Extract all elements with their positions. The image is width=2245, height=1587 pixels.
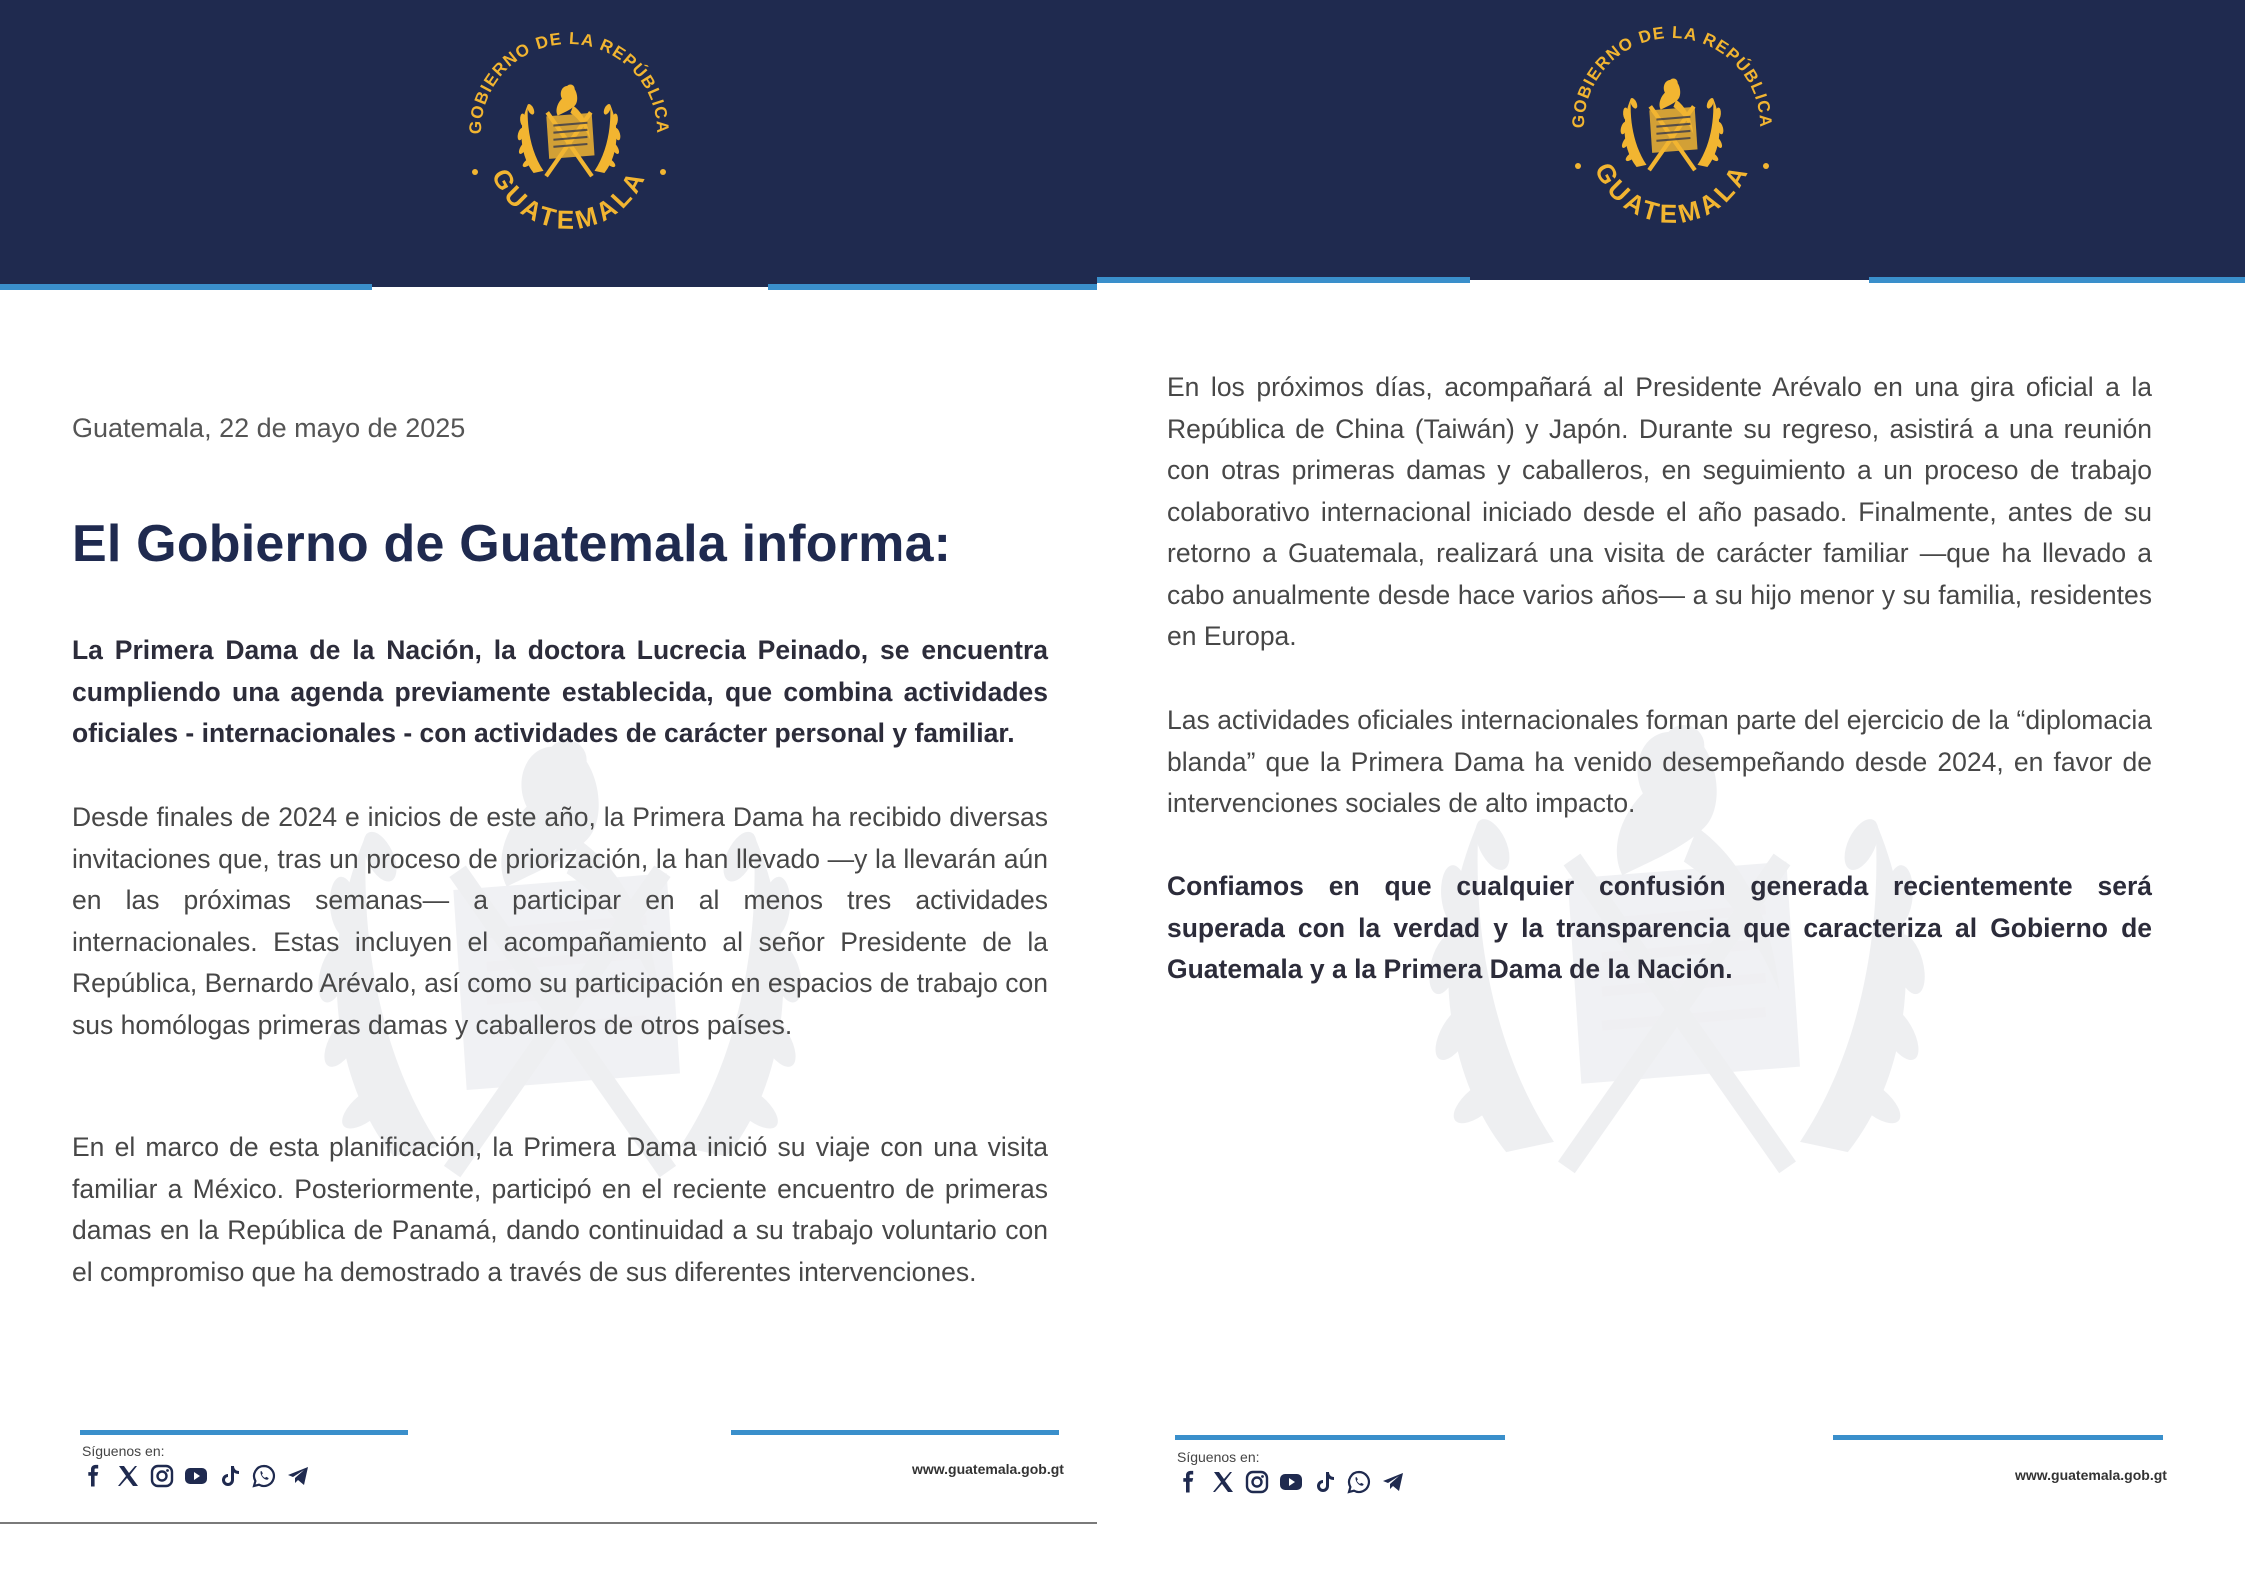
svg-text:GUATEMALA: [1589, 158, 1755, 229]
svg-text:GUATEMALA: [486, 164, 652, 235]
youtube-icon[interactable]: [1279, 1470, 1303, 1494]
seal-bottom-text: GUATEMALA: [1588, 157, 1756, 229]
whatsapp-icon[interactable]: [1347, 1470, 1371, 1494]
document-heading: El Gobierno de Guatemala informa:: [72, 515, 952, 573]
youtube-icon[interactable]: [184, 1464, 208, 1488]
footer-line-right: [1833, 1435, 2163, 1440]
seal-top-text: GOBIERNO DE LA REPÚBLICA: [1568, 22, 1776, 129]
website-url[interactable]: www.guatemala.gob.gt: [2015, 1467, 2167, 1483]
seal-top-text: GOBIERNO DE LA REPÚBLICA: [465, 28, 673, 135]
header-accent-line-right: [1869, 277, 2245, 283]
tiktok-icon[interactable]: [218, 1464, 242, 1488]
document-page-2: [1097, 0, 2245, 1522]
facebook-icon[interactable]: [82, 1464, 106, 1488]
x-icon[interactable]: [116, 1464, 140, 1488]
footer-line-left: [1175, 1435, 1505, 1440]
instagram-icon[interactable]: [150, 1464, 174, 1488]
header-accent-line-left: [0, 284, 372, 290]
paragraph-planning: En el marco de esta planificación, la Primera Dama inició su viaje con una visita familiar a México. Posteriormente, participó en el reciente encuentro de primeras damas en la República de Panamá, dando continuidad a su trabajo voluntario con el compromiso que ha demostrado a través de sus diferentes intervenciones.: [72, 1132, 1048, 1287]
paragraph-soft-diplomacy: Las actividades oficiales internacionales forman parte del ejercicio de la “diplomacia blanda” que la Primera Dama ha venido desempeñando desde 2024, en favor de intervenciones sociales de alto impacto.: [1167, 705, 2152, 818]
facebook-icon[interactable]: [1177, 1470, 1201, 1494]
tiktok-icon[interactable]: [1313, 1470, 1337, 1494]
social-icons: [82, 1464, 310, 1488]
header-accent-line-right: [768, 284, 1097, 290]
paragraph-closing: Confiamos en que cualquier confusión generada recientemente será superada con la verdad y la transparencia que caracteriza al Gobierno de Guatemala y a la Primera Dama de la Nación.: [1167, 871, 2152, 984]
document-date: Guatemala, 22 de mayo de 2025: [72, 413, 466, 443]
page-header: [0, 0, 1097, 287]
instagram-icon[interactable]: [1245, 1470, 1269, 1494]
guatemala-seal: [1552, 16, 1792, 256]
whatsapp-icon[interactable]: [252, 1464, 276, 1488]
header-accent-line-left: [1097, 277, 1470, 283]
website-url[interactable]: www.guatemala.gob.gt: [912, 1461, 1064, 1477]
follow-us-label: Síguenos en:: [1177, 1449, 1260, 1465]
footer-line-right: [731, 1430, 1059, 1435]
footer-line-left: [80, 1430, 408, 1435]
paragraph-intro: La Primera Dama de la Nación, la doctora Lucrecia Peinado, se encuentra cumpliendo una agenda previamente establecida, que combina actividades oficiales - internacionales - con actividades de carácter personal y familiar.: [72, 635, 1048, 748]
page-header: [1097, 0, 2245, 280]
follow-us-label: Síguenos en:: [82, 1443, 165, 1459]
telegram-icon[interactable]: [1381, 1470, 1405, 1494]
seal-bottom-text: GUATEMALA: [485, 163, 653, 235]
paragraph-invitations: Desde finales de 2024 e inicios de este año, la Primera Dama ha recibido diversas invitaciones que, tras un proceso de priorización, la han llevado —y la llevarán aún en las próximas semanas— a participar en al menos tres actividades internacionales. Estas incluyen el acompañamiento al señor Presidente de la República, Bernardo Arévalo, así como su participación en espacios de trabajo con sus homólogas primeras damas y caballeros de otros países.: [72, 802, 1048, 1040]
guatemala-seal: [449, 22, 689, 262]
telegram-icon[interactable]: [286, 1464, 310, 1488]
social-icons: [1177, 1470, 1405, 1494]
x-icon[interactable]: [1211, 1470, 1235, 1494]
document-page-1: [0, 0, 1097, 1524]
paragraph-upcoming-trip: En los próximos días, acompañará al Presidente Arévalo en una gira oficial a la República de China (Taiwán) y Japón. Durante su regreso, asistirá a una reunión con otras primeras damas y caballeros, en seguimiento a un proceso de trabajo colaborativo internacional iniciado desde el año pasado. Finalmente, antes de su retorno a Guatemala, realizará una visita de carácter familiar —que ha llevado a cabo anualmente desde hace varios años— a su hijo menor y su familia, residentes en Europa.: [1167, 372, 2152, 651]
